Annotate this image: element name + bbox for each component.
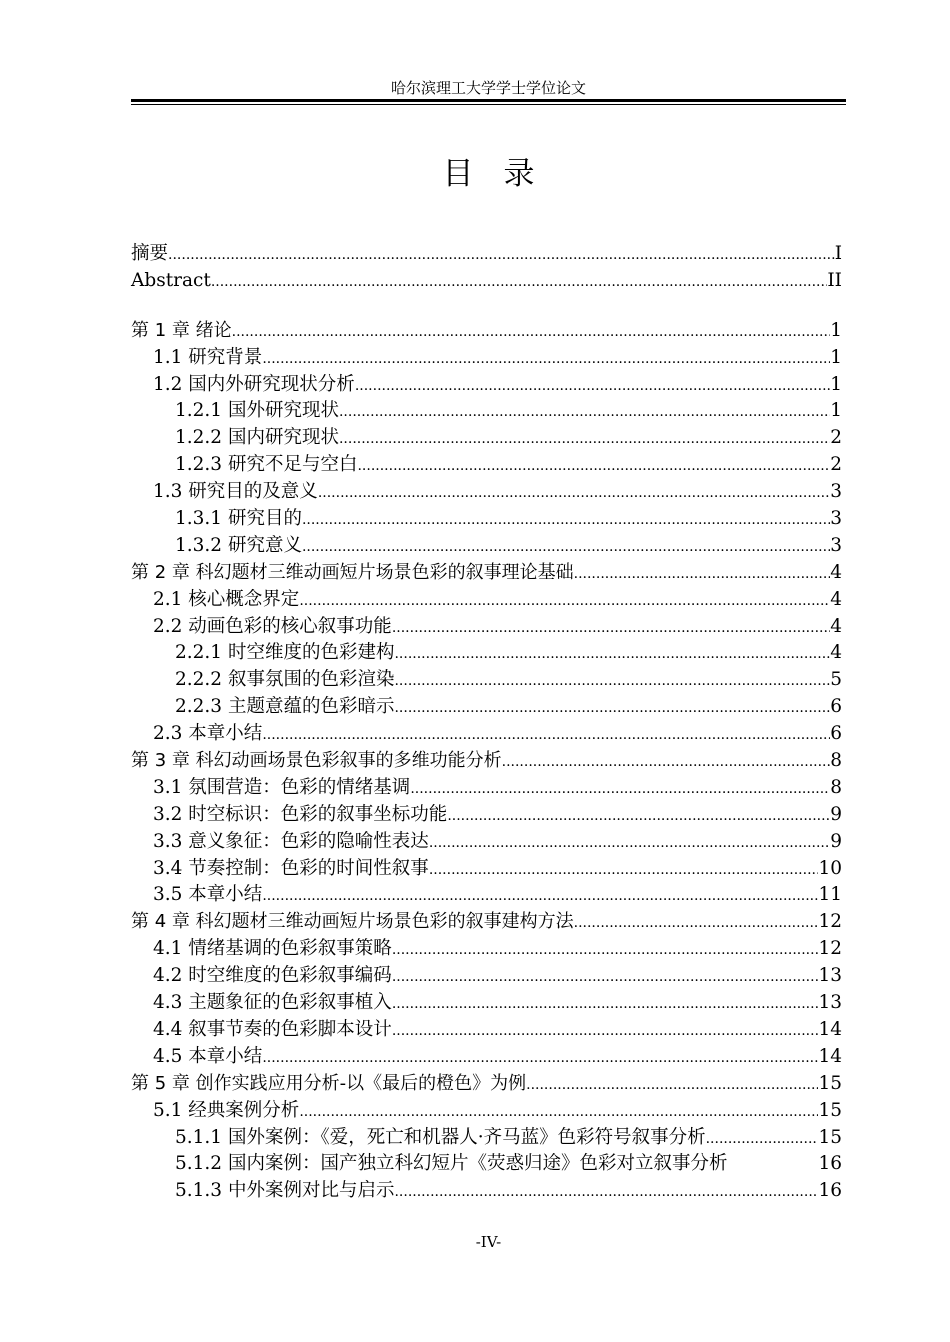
toc-entry-label: 1.3.1 研究目的 (175, 508, 302, 530)
toc-entry-page: 13 (818, 965, 842, 987)
toc-entry-label: 第 2 章 科幻题材三维动画短片场景色彩的叙事理论基础 (131, 561, 574, 583)
toc-dot-leader (262, 883, 818, 910)
toc-entry[interactable] (131, 318, 846, 345)
toc-entry-label: 3.5 本章小结 (153, 884, 263, 906)
toc-entry[interactable] (131, 963, 846, 990)
toc-entry-label: 3.2 时空标识：色彩的叙事坐标功能 (153, 803, 448, 825)
toc-entry-label: 第 1 章 绪论 (131, 319, 232, 341)
toc-front-entry[interactable] (131, 268, 846, 295)
toc-entry-label: 1.2.2 国内研究现状 (175, 427, 339, 449)
toc-entry-page: 3 (830, 481, 842, 503)
toc-dot-leader (302, 534, 830, 561)
toc-entry[interactable] (131, 882, 846, 909)
toc-entry-page: 11 (818, 884, 842, 906)
table-of-contents (131, 241, 846, 1205)
toc-front-matter (131, 241, 846, 295)
toc-entry[interactable] (131, 1151, 846, 1178)
toc-dot-leader (502, 749, 831, 776)
toc-dot-leader (299, 1099, 818, 1126)
toc-entry-page: 10 (818, 857, 842, 879)
toc-dot-leader (394, 668, 830, 695)
toc-entry-label: 5.1.3 中外案例对比与启示 (175, 1180, 395, 1202)
toc-dot-leader (392, 964, 819, 991)
toc-entry-label: 4.5 本章小结 (153, 1045, 263, 1067)
toc-entry-label: 1.2 国内外研究现状分析 (153, 373, 355, 395)
toc-entry-page: 16 (818, 1180, 842, 1202)
toc-dot-leader (392, 937, 819, 964)
toc-entry[interactable] (131, 909, 846, 936)
toc-dot-leader (211, 269, 828, 296)
toc-front-entry[interactable] (131, 241, 846, 268)
toc-entry[interactable] (131, 372, 846, 399)
toc-entry-page: 14 (818, 1018, 842, 1040)
toc-entry-page: 3 (830, 508, 842, 530)
toc-entry-label: 1.2.1 国外研究现状 (175, 400, 339, 422)
toc-entry[interactable] (131, 802, 846, 829)
toc-entry-label: 4.3 主题象征的色彩叙事植入 (153, 992, 392, 1014)
toc-title: 目录 (442, 156, 565, 192)
toc-entry-page: 1 (830, 346, 842, 368)
toc-entry-page: 16 (818, 1153, 842, 1175)
toc-entry[interactable] (131, 775, 846, 802)
toc-dot-leader (168, 242, 835, 269)
toc-entry-label: 5.1.1 国外案例：《爱，死亡和机器人·齐马蓝》色彩符号叙事分析 (175, 1126, 706, 1148)
toc-entry[interactable] (131, 829, 846, 856)
toc-entry[interactable] (131, 640, 846, 667)
toc-dot-leader (574, 561, 831, 588)
toc-entry[interactable] (131, 856, 846, 883)
toc-entry-label: 3.1 氛围营造：色彩的情绪基调 (153, 776, 411, 798)
toc-entry-label: 4.2 时空维度的色彩叙事编码 (153, 965, 392, 987)
toc-entry[interactable] (131, 990, 846, 1017)
toc-entry-page: I (834, 243, 842, 264)
toc-dot-leader (394, 641, 830, 668)
toc-entry-label: 4.4 叙事节奏的色彩脚本设计 (153, 1018, 392, 1040)
toc-entry[interactable] (131, 1071, 846, 1098)
toc-dot-leader (526, 1072, 818, 1099)
toc-entry[interactable] (131, 1044, 846, 1071)
toc-entry[interactable] (131, 1017, 846, 1044)
toc-dot-leader (262, 722, 830, 749)
toc-dot-leader (302, 507, 830, 534)
toc-entry-label: 第 5 章 创作实践应用分析-以《最后的橙色》为例 (131, 1072, 527, 1094)
toc-dot-leader (262, 1045, 818, 1072)
page-number: -IV- (475, 1233, 502, 1251)
toc-entry[interactable] (131, 667, 846, 694)
toc-entry-label: 1.1 研究背景 (153, 346, 263, 368)
toc-entry-page: 2 (830, 454, 842, 476)
toc-entry-page: 6 (830, 696, 842, 718)
toc-entry-label: 第 3 章 科幻动画场景色彩叙事的多维功能分析 (131, 750, 502, 772)
toc-entry-page: 4 (830, 615, 842, 637)
toc-entry-label: 2.2 动画色彩的核心叙事功能 (153, 615, 392, 637)
toc-entry-label: 2.3 本章小结 (153, 723, 263, 745)
toc-entry-page: 12 (818, 911, 842, 933)
toc-entry-page: 5 (830, 669, 842, 691)
toc-entry-page: 15 (818, 1126, 842, 1148)
toc-entry[interactable] (131, 1125, 846, 1152)
toc-entry-label: 4.1 情绪基调的色彩叙事策略 (153, 938, 392, 960)
toc-entry-page: 8 (830, 776, 842, 798)
toc-entry-label: 3.3 意义象征：色彩的隐喻性表达 (153, 830, 429, 852)
toc-dot-leader (318, 480, 830, 507)
toc-entry[interactable] (131, 506, 846, 533)
toc-entry[interactable] (131, 694, 846, 721)
toc-entry-page: 4 (830, 588, 842, 610)
toc-entry-page: 13 (818, 992, 842, 1014)
toc-entry[interactable] (131, 1178, 846, 1205)
toc-entry[interactable] (131, 425, 846, 452)
toc-entry-page: 1 (830, 400, 842, 422)
toc-entry[interactable] (131, 479, 846, 506)
toc-entry-label: 第 4 章 科幻题材三维动画短片场景色彩的叙事建构方法 (131, 911, 574, 933)
toc-entry[interactable] (131, 614, 846, 641)
toc-entry-label: 2.1 核心概念界定 (153, 588, 300, 610)
page-header: 哈尔滨理工大学学士学位论文 (390, 79, 586, 97)
toc-entry-page: 15 (818, 1072, 842, 1094)
toc-dot-leader (394, 1179, 818, 1206)
toc-entry[interactable] (131, 560, 846, 587)
toc-dot-leader (392, 991, 819, 1018)
toc-entry-label: Abstract (131, 269, 211, 291)
toc-dot-leader (429, 830, 830, 857)
toc-dot-leader (357, 453, 830, 480)
toc-entry-page: 4 (830, 642, 842, 664)
toc-dot-leader (429, 857, 819, 884)
toc-entry-page: 14 (818, 1045, 842, 1067)
toc-entries (131, 318, 846, 1205)
toc-entry[interactable] (131, 748, 846, 775)
toc-entry-page: II (827, 269, 842, 291)
toc-entry-label: 1.3 研究目的及意义 (153, 481, 318, 503)
toc-entry-label: 3.4 节奏控制：色彩的时间性叙事 (153, 857, 429, 879)
toc-dot-leader (339, 399, 830, 426)
toc-dot-leader (392, 615, 830, 642)
toc-entry[interactable] (131, 936, 846, 963)
toc-entry[interactable] (131, 1098, 846, 1125)
toc-entry-label: 5.1 经典案例分析 (153, 1099, 300, 1121)
toc-dot-leader (299, 588, 830, 615)
toc-gap (131, 295, 846, 318)
toc-entry[interactable] (131, 587, 846, 614)
toc-entry-page: 4 (830, 561, 842, 583)
toc-entry-label: 2.2.1 时空维度的色彩建构 (175, 642, 395, 664)
toc-dot-leader (355, 373, 830, 400)
toc-entry[interactable] (131, 533, 846, 560)
toc-entry-page: 8 (830, 750, 842, 772)
toc-entry[interactable] (131, 721, 846, 748)
toc-entry-label: 1.3.2 研究意义 (175, 534, 302, 556)
toc-entry-page: 6 (830, 723, 842, 745)
toc-dot-leader (392, 1018, 819, 1045)
toc-entry-page: 1 (830, 319, 842, 341)
toc-entry[interactable] (131, 452, 846, 479)
toc-entry-page: 12 (818, 938, 842, 960)
toc-entry-page: 9 (830, 803, 842, 825)
toc-entry-page: 3 (830, 534, 842, 556)
toc-entry-page: 1 (830, 373, 842, 395)
toc-dot-leader (706, 1126, 819, 1153)
toc-entry-page: 9 (830, 830, 842, 852)
toc-entry-page: 15 (818, 1099, 842, 1121)
toc-dot-leader (232, 319, 831, 346)
toc-entry[interactable] (131, 398, 846, 425)
toc-dot-leader (262, 346, 830, 373)
toc-entry-label: 5.1.2 国内案例：国产独立科幻短片《荧惑归途》色彩对立叙事分析 (175, 1153, 728, 1175)
toc-dot-leader (394, 695, 830, 722)
toc-dot-leader (410, 776, 830, 803)
toc-entry-label: 1.2.3 研究不足与空白 (175, 454, 358, 476)
toc-dot-leader (574, 910, 819, 937)
header-rule-thick (131, 99, 846, 102)
header-rule-thin (131, 104, 846, 105)
toc-entry[interactable] (131, 345, 846, 372)
toc-dot-leader (447, 803, 830, 830)
toc-dot-leader (339, 426, 830, 453)
toc-entry-page: 2 (830, 427, 842, 449)
toc-entry-label: 2.2.2 叙事氛围的色彩渲染 (175, 669, 395, 691)
toc-entry-label: 2.2.3 主题意蕴的色彩暗示 (175, 696, 395, 718)
toc-entry-label: 摘要 (131, 243, 169, 264)
